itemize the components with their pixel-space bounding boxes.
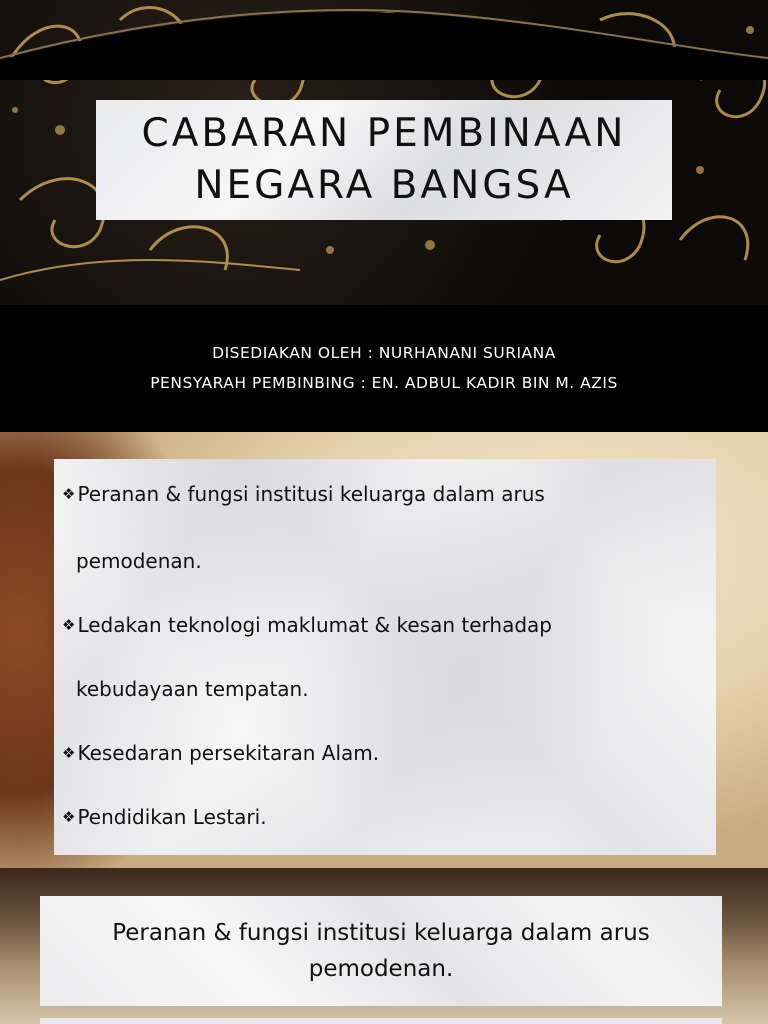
- bullet-item-2-line-2: kebudayaan tempatan.: [76, 677, 309, 701]
- bullet-list-panel: [54, 459, 716, 855]
- slide-title-line-2: NEGARA BANGSA: [194, 163, 574, 208]
- supervisor-text: PENSYARAH PEMBINBING : EN. ADBUL KADIR BIN M. AZIS: [150, 374, 618, 392]
- black-wave-divider: [0, 0, 768, 80]
- credits: [0, 338, 768, 398]
- bullet-item-1-line-1: ❖ Peranan & fungsi institusi keluarga dalam arus: [62, 482, 545, 506]
- diamond-bullet-icon: ❖: [62, 485, 76, 503]
- bullet-item-4: ❖ Pendidikan Lestari.: [62, 805, 267, 829]
- diamond-bullet-icon: ❖: [62, 808, 76, 826]
- slide-title-line-1: CABARAN PEMBINAAN: [141, 111, 627, 156]
- bullet-item-3: ❖ Kesedaran persekitaran Alam.: [62, 741, 380, 765]
- prepared-by-text: DISEDIAKAN OLEH : NURHANANI SURIANA: [212, 344, 556, 362]
- topics-slide: [0, 432, 768, 868]
- bullet-item-1-line-2: pemodenan.: [76, 549, 202, 573]
- heading-line-1: Peranan & fungsi institusi keluarga dalam arus: [112, 920, 650, 946]
- diamond-bullet-icon: ❖: [62, 616, 76, 634]
- title-slide: [0, 0, 768, 432]
- bullet-item-2-line-1: ❖ Ledakan teknologi maklumat & kesan terhadap: [62, 613, 552, 637]
- title-panel: [96, 100, 672, 220]
- heading-line-2: pemodenan.: [308, 956, 454, 982]
- diamond-bullet-icon: ❖: [62, 744, 76, 762]
- section-heading-slide: [0, 868, 768, 1024]
- heading-panel: [40, 896, 722, 1006]
- next-panel-edge: [40, 1018, 722, 1024]
